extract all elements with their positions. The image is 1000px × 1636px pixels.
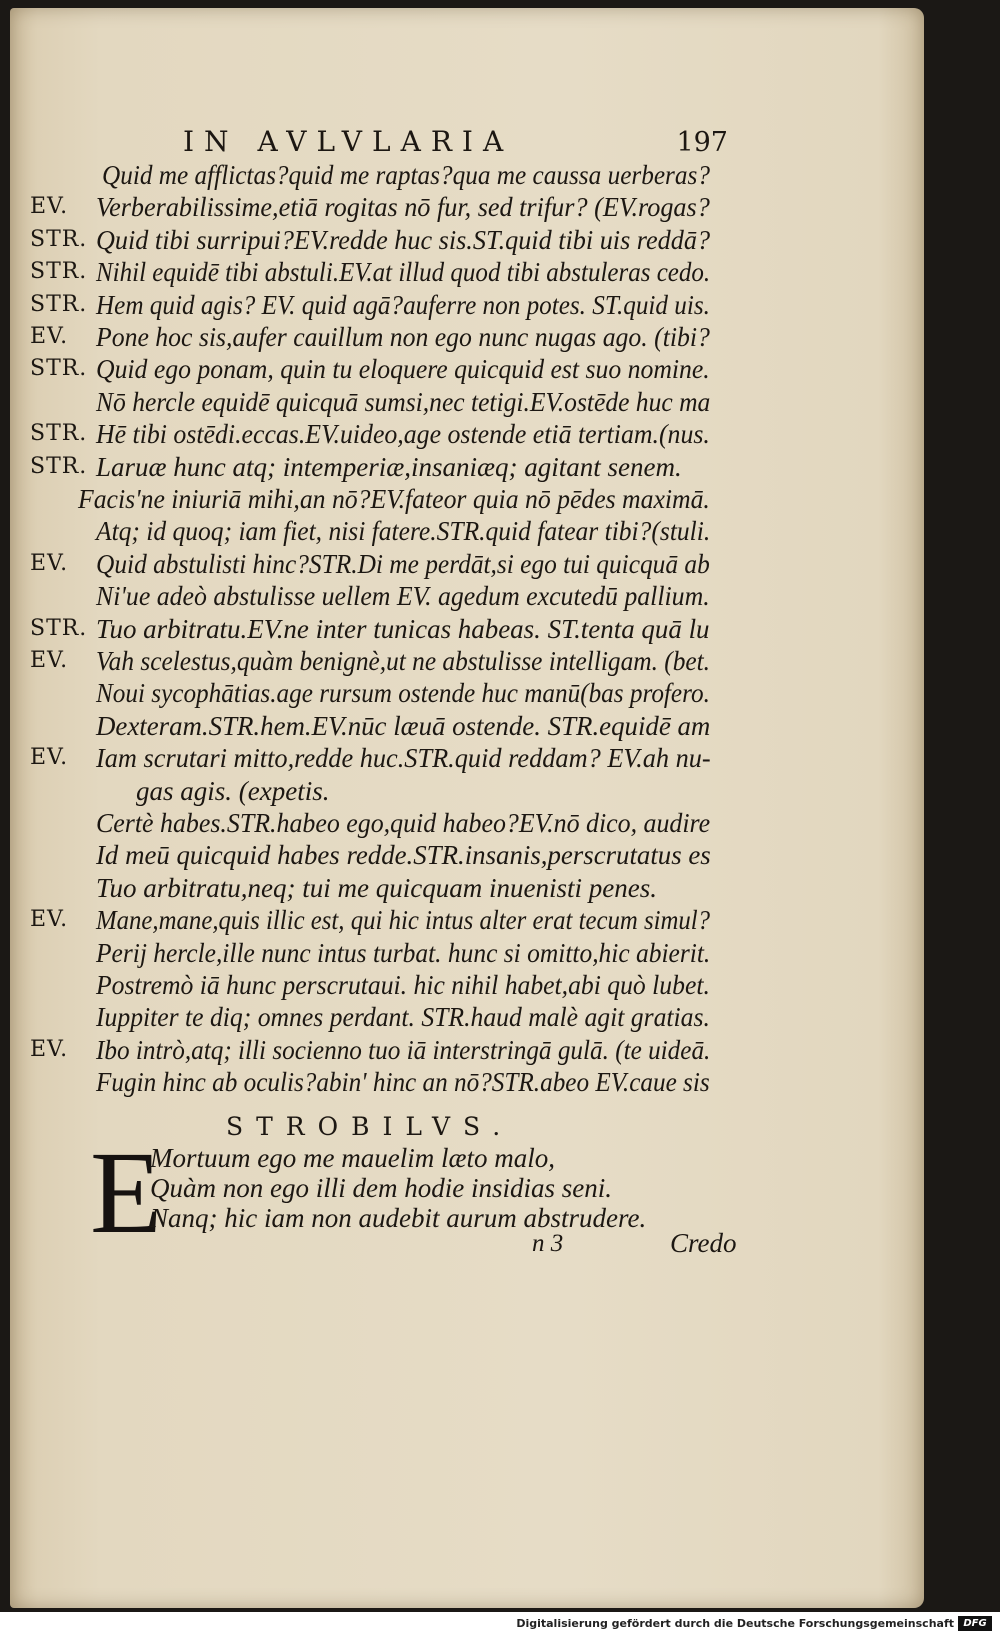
speaker-label: STR.: [30, 615, 88, 641]
line-text: Laruæ hunc atq; intemperiæ,insaniæq; agitant senem.: [96, 451, 682, 482]
line-text: Quid me afflictas?quid me raptas?qua me caussa uerberas?: [102, 160, 710, 190]
line-text: Iuppiter te diq; omnes perdant. STR.haud malè agit gratias.: [96, 1002, 710, 1033]
signature-mark: n 3: [532, 1230, 564, 1257]
digitization-credit: Digitalisierung gefördert durch die Deutsche Forschungsgemeinschaft: [516, 1617, 954, 1630]
line-text: Nō hercle equidē quicquā sumsi,nec tetigi.EV.ostēde huc ma: [96, 386, 711, 417]
line-text: Verberabilissime,etiā rogitas nō fur, sed trifur? (EV.rogas?: [96, 192, 710, 223]
page-header: [183, 125, 728, 158]
section-heading: STROBILVS.: [226, 1112, 514, 1141]
line-text: Fugin hinc ab oculis?abin' hinc an nō?STR.abeo EV.caue sis: [96, 1067, 710, 1098]
page-number: 197: [676, 127, 728, 158]
line-text: Quid ego ponam, quin tu eloquere quicquid est suo nomine.: [96, 354, 710, 385]
line-text: Vah scelestus,quàm benignè,ut ne abstulisse intelligam. (bet.: [96, 646, 711, 676]
speaker-label: EV.: [30, 194, 69, 220]
line-text: Pone hoc sis,aufer cauillum non ego nunc nugas ago. (tibi?: [96, 322, 710, 352]
line-text: Certè habes.STR.habeo ego,quid habeo?EV.nō dico, audire: [96, 808, 711, 838]
speaker-label: STR.: [30, 259, 88, 285]
line-text: Atq; id quoq; iam fiet, nisi fatere.STR.quid fatear tibi?(stuli.: [96, 516, 711, 547]
line-text: Postremò iā hunc perscrutaui. hic nihil habet,abi quò lubet.: [96, 970, 710, 1000]
line-text: Ibo intrò,atq; illi socienno tuo iā interstringā gulā. (te uideā.: [96, 1034, 711, 1065]
speaker-label: EV.: [30, 324, 69, 349]
speaker-label: STR.: [30, 453, 88, 479]
speaker-label: STR.: [30, 356, 88, 382]
line-text: Tuo arbitratu,neq; tui me quicquam inuenisti penes.: [96, 872, 657, 903]
line-text: Ni'ue adeò abstulisse uellem EV. agedum excutedū pallium.: [96, 581, 710, 612]
line-text: Facis'ne iniuriā mihi,an nō?EV.fateor quia nō pēdes maximā.: [78, 484, 710, 514]
line-text: Quid tibi surripui?EV.redde huc sis.ST.quid tibi uis reddā?: [96, 224, 711, 255]
running-title: IN AVLVLARIA: [183, 125, 514, 158]
speaker-label: STR.: [30, 291, 88, 317]
line-text: Dexteram.STR.hem.EV.nūc læuā ostende. STR.equidē am: [96, 710, 711, 741]
speaker-label: EV.: [30, 907, 69, 933]
dfg-logo: DFG: [958, 1616, 992, 1631]
line-text: Noui sycophātias.age rursum ostende huc manū(bas profero.: [96, 678, 710, 709]
line-text: Hem quid agis? EV. quid agā?auferre non potes. ST.quid uis.: [96, 289, 710, 320]
speaker-label: STR.: [30, 226, 88, 252]
catchword: Credo: [670, 1228, 737, 1258]
line-text: Tuo arbitratu.EV.ne inter tunicas habeas. ST.tenta quā lu: [96, 613, 710, 644]
line-text: Hē tibi ostēdi.eccas.EV.uideo,age ostende etiā tertiam.(nus.: [96, 419, 710, 450]
drop-cap: E: [90, 1127, 163, 1258]
speaker-label: STR.: [30, 421, 88, 447]
line-text: Nihil equidē tibi abstuli.EV.at illud quod tibi abstuleras cedo.: [96, 257, 711, 288]
speaker-label: EV.: [30, 648, 69, 673]
speaker-label: EV.: [30, 1036, 69, 1062]
speaker-label: EV.: [30, 550, 69, 576]
line-text: Mane,mane,quis illic est, qui hic intus alter erat tecum simul?: [96, 905, 711, 936]
line-text: Iam scrutari mitto,redde huc.STR.quid reddam? EV.ah nu-: [96, 743, 711, 774]
line-text: Id meū quicquid habes redde.STR.insanis,perscrutatus es: [96, 840, 711, 871]
line-text: Quid abstulisti hinc?STR.Di me perdāt,si ego tui quicquā ab: [96, 548, 710, 579]
line-text: gas agis. (expetis.: [136, 775, 330, 806]
book-page: IN AVLVLARIA 197 Quid me afflictas?quid me raptas?qua me caussa uerberas? EV. Verberabilissime,etiā rogitas nō fur, sed trifur? (EV.rogas? STR. Quid tibi surripui?EV.redde huc sis.ST.quid tibi uis reddā? STR. Nihil equidē tibi abstuli.EV.at illud quod tibi abstuleras cedo. STR. Hem quid agis? EV. quid agā?auferre non potes. ST.quid uis. EV. Pone hoc sis,aufer cauillum non ego nunc nugas ago. (tibi? STR. Quid ego ponam, quin tu eloquere quicquid est suo nomine. Nō hercle equidē quicquā sumsi,nec tetigi.EV.ostēde huc ma STR. Hē tibi ostēdi.eccas.EV.uideo,age ostende etiā tertiam.(nus. STR. Laruæ hunc atq; intemperiæ,insaniæq; agitant senem. Facis'ne iniuriā mihi,an nō?EV.fateor quia nō pēdes maximā. Atq; id quoq; iam fiet, nisi fatere.STR.quid fatear tibi?(stuli. EV. Quid abstulisti hinc?STR.Di me perdāt,si ego tui quicquā ab Ni'ue adeò abstulisse uellem EV. agedum excutedū pallium. STR. Tuo arbitratu.EV.ne inter tunicas habeas. ST.tenta quā lu EV. Vah scelestus,quàm benignè,ut ne abstulisse intelligam. (bet. Noui sycophātias.age rursum ostende huc manū(bas profero. Dexteram.STR.hem.EV.nūc læuā ostende. STR.equidē am EV. Iam scrutari mitto,redde huc.STR.quid reddam? EV.ah nu- gas agis. (expetis. Certè habes.STR.habeo ego,quid habeo?EV.nō dico, audire Id meū quicquid habes redde.STR.insanis,perscrutatus es Tuo arbitratu,neq; tui me quicquam inuenisti penes. EV. Mane,mane,quis illic est, qui hic intus alter erat tecum simul? Perij hercle,ille nunc intus turbat. hunc si omitto,hic abierit. Postremò iā hunc perscrutaui. hic nihil habet,abi quò lubet. Iuppiter te diq; omnes perdant. STR.haud malè agit gratias. EV. Ibo intrò,atq; illi socienno tuo iā interstringā gulā. (te uideā. Fugin hinc ab oculis?abin' hinc an nō?STR.abeo EV.caue sis STROBILVS. E Mortuum ego me mauelim læto malo, Quàm non ego illi dem hodie insidias seni. Nanq; hic iam non audebit aurum abstrudere. n 3 Credo: [10, 8, 924, 1608]
speaker-label: EV.: [30, 745, 69, 771]
line-text: Perij hercle,ille nunc intus turbat. hunc si omitto,hic abierit.: [96, 937, 711, 968]
